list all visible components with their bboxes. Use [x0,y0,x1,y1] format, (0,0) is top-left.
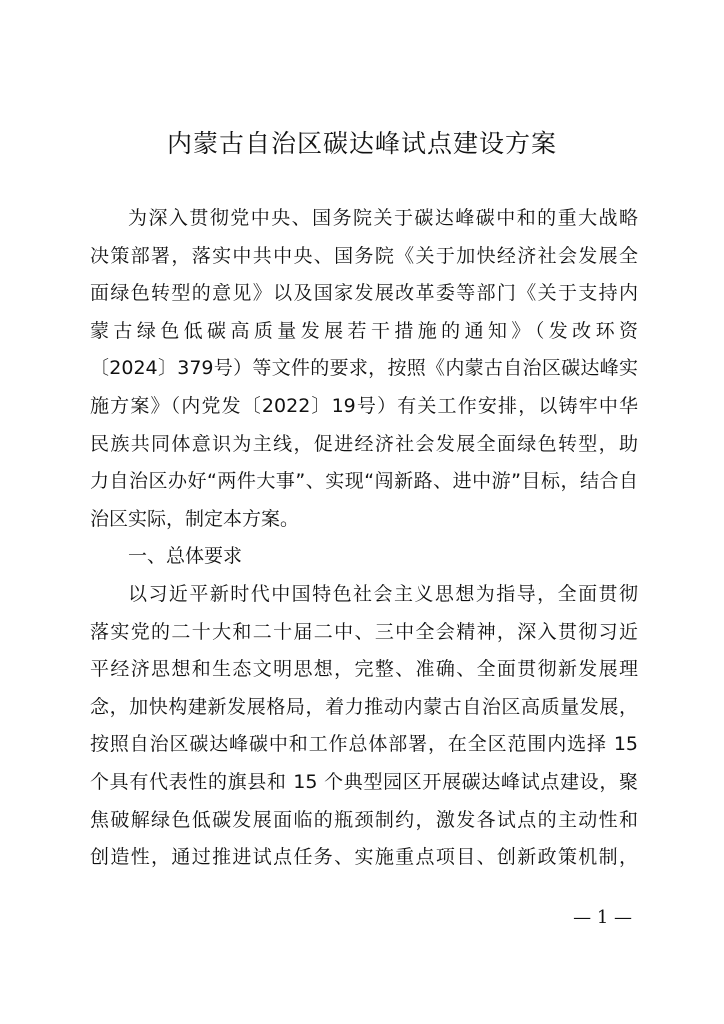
paragraph-line: 焦破解绿色低碳发展面临的瓶颈制约，激发各试点的主动性和 [90,808,638,831]
paragraph-line: 民族共同体意识为主线，促进经济社会发展全面绿色转型，助 [90,432,638,455]
paragraph-line: 落实党的二十大和二十届二中、三中全会精神，深入贯彻习近 [90,620,638,643]
paragraph-line: 以习近平新时代中国特色社会主义思想为指导，全面贯彻 [128,582,638,605]
paragraph-line: 蒙古绿色低碳高质量发展若干措施的通知》（发改环资 [90,319,638,342]
paragraph-line: 念，加快构建新发展格局，着力推动内蒙古自治区高质量发展， [90,695,638,718]
paragraph-line: 决策部署，落实中共中央、国务院《关于加快经济社会发展全 [90,244,638,267]
paragraph-line: 按照自治区碳达峰碳中和工作总体部署，在全区范围内选择 15 [90,733,638,756]
paragraph-line: 个具有代表性的旗县和 15 个典型园区开展碳达峰试点建设，聚 [90,770,638,793]
paragraph-line: 施方案》（内党发〔2022〕19号）有关工作安排，以铸牢中华 [90,394,638,417]
paragraph-line: 创造性，通过推进试点任务、实施重点项目、创新政策机制， [90,846,638,869]
document-title: 内蒙古自治区碳达峰试点建设方案 [166,129,557,158]
paragraph-line: 平经济思想和生态文明思想，完整、准确、全面贯彻新发展理 [90,658,638,681]
paragraph-line: 〔2024〕379号）等文件的要求，按照《内蒙古自治区碳达峰实 [90,357,638,380]
section-heading: 一、总体要求 [128,545,243,568]
paragraph-line: 面绿色转型的意见》以及国家发展改革委等部门《关于支持内 [90,282,638,305]
page-number: — 1 — [573,907,632,928]
paragraph-line: 为深入贯彻党中央、国务院关于碳达峰碳中和的重大战略 [128,207,638,229]
paragraph-line: 治区实际，制定本方案。 [90,507,300,530]
paragraph-line: 力自治区办好“两件大事”、实现“闯新路、进中游”目标，结合自 [90,470,638,493]
document-body [90,200,638,877]
